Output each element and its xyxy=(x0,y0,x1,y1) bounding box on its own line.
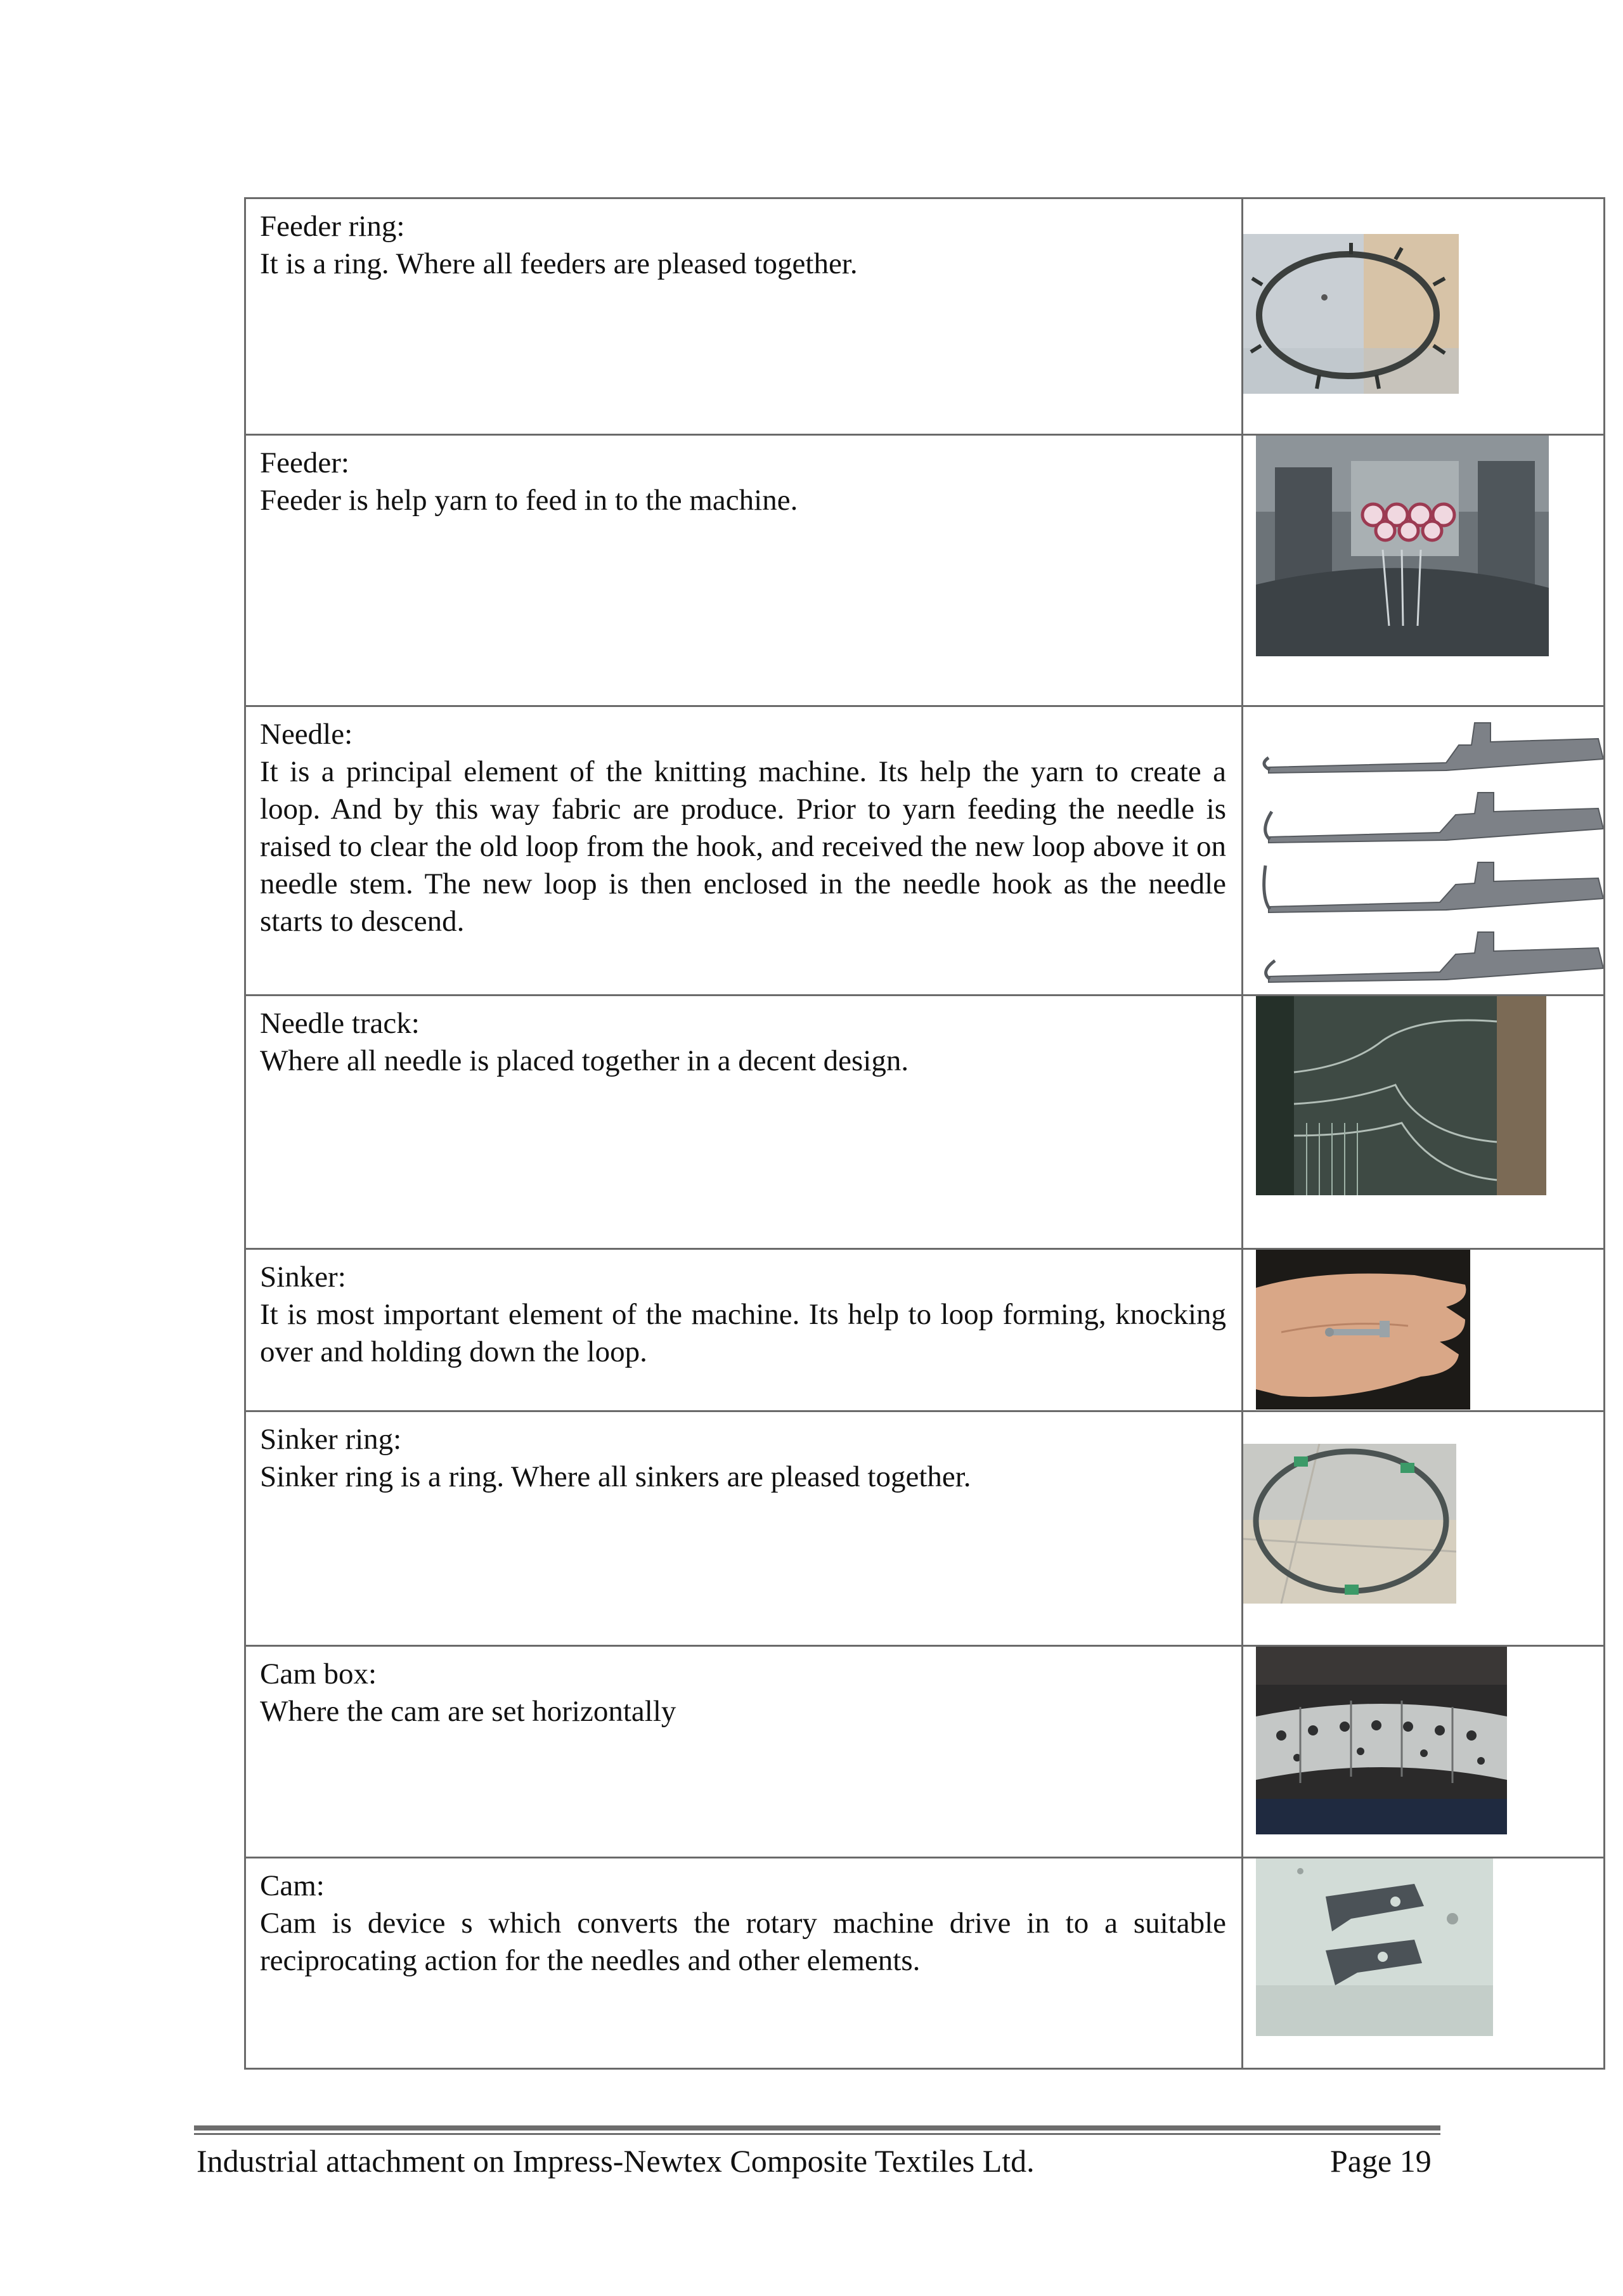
component-heading: Needle: xyxy=(260,718,353,751)
image-cell xyxy=(1243,1249,1605,1411)
image-cell xyxy=(1243,706,1605,996)
text-cell xyxy=(245,198,1243,435)
table-row xyxy=(245,1411,1605,1646)
image-cell xyxy=(1243,996,1605,1249)
component-description: Where the cam are set horizontally xyxy=(260,1695,676,1728)
cam-box-photo xyxy=(1256,1647,1507,1834)
component-description: It is a ring. Where all feeders are pleased together. xyxy=(260,247,858,280)
component-heading: Needle track: xyxy=(260,1007,420,1040)
footer-document-title: Industrial attachment on Impress-Newtex Composite Textiles Ltd. xyxy=(197,2143,1035,2179)
component-heading: Feeder: xyxy=(260,446,349,479)
image-cell xyxy=(1243,1411,1605,1646)
image-cell xyxy=(1243,435,1605,706)
table-row xyxy=(245,706,1605,996)
text-cell xyxy=(245,1249,1243,1411)
image-cell xyxy=(1243,1646,1605,1858)
sinker-ring-photo xyxy=(1243,1444,1456,1604)
table-row xyxy=(245,198,1605,435)
text-cell xyxy=(245,1411,1243,1646)
table-row xyxy=(245,1646,1605,1858)
cams-photo xyxy=(1256,1858,1493,2036)
feeder-ring-photo xyxy=(1243,234,1459,394)
text-cell xyxy=(245,996,1243,1249)
needles-photo xyxy=(1256,707,1603,996)
component-heading: Cam: xyxy=(260,1869,325,1902)
component-description: Cam is device s which converts the rotary machine drive in to a suitable reciprocating action for the needles and other elements. xyxy=(260,1907,1226,1977)
component-description: Where all needle is placed together in a decent design. xyxy=(260,1044,909,1077)
table-row xyxy=(245,1858,1605,2069)
image-cell xyxy=(1243,1858,1605,2069)
sinker-in-hand-photo xyxy=(1256,1250,1470,1410)
needle-track-photo xyxy=(1256,996,1546,1195)
component-description: It is most important element of the machine. Its help to loop forming, knocking over and holding down the loop. xyxy=(260,1298,1226,1368)
text-cell xyxy=(245,1858,1243,2069)
table-row xyxy=(245,1249,1605,1411)
footer-rule xyxy=(194,2125,1440,2135)
page-number: Page 19 xyxy=(1330,2143,1432,2179)
components-table xyxy=(244,197,1605,2070)
component-description: It is a principal element of the knitting machine. Its help the yarn to create a loop. And by this way fabric are produce. Prior to yarn feeding the needle is raised to clear the old loop from the hook, and received the new loop above it on needle stem. The new loop is then enclosed in the needle hook as the needle starts to descend. xyxy=(260,755,1226,938)
component-heading: Cam box: xyxy=(260,1657,377,1690)
table-row xyxy=(245,435,1605,706)
text-cell xyxy=(245,706,1243,996)
text-cell xyxy=(245,435,1243,706)
component-heading: Sinker ring: xyxy=(260,1423,402,1456)
component-heading: Feeder ring: xyxy=(260,210,405,243)
feeder-photo xyxy=(1256,436,1549,656)
text-cell xyxy=(245,1646,1243,1858)
table-row xyxy=(245,996,1605,1249)
component-heading: Sinker: xyxy=(260,1261,346,1294)
component-description: Feeder is help yarn to feed in to the machine. xyxy=(260,484,798,517)
image-cell xyxy=(1243,198,1605,435)
component-description: Sinker ring is a ring. Where all sinkers are pleased together. xyxy=(260,1460,971,1493)
